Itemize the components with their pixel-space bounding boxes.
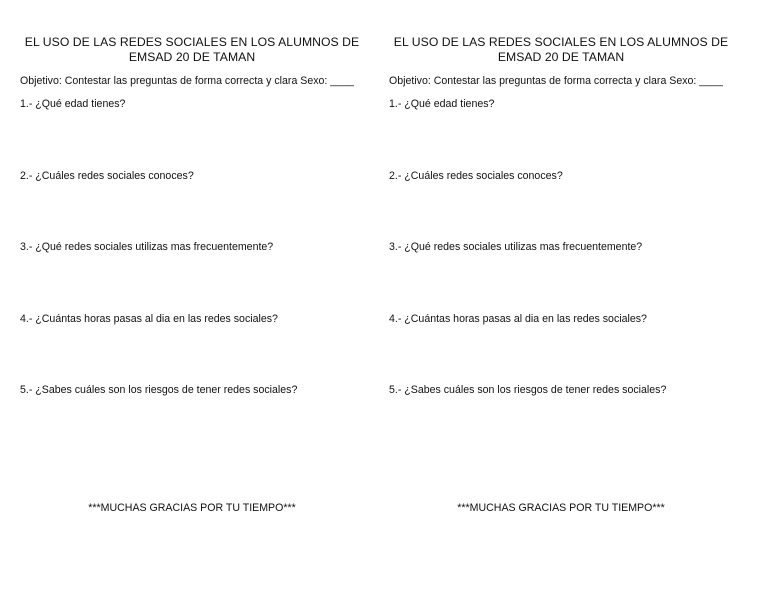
- question-4: 4.- ¿Cuántas horas pasas al dia en las redes sociales?: [20, 313, 278, 325]
- question-2: 2.- ¿Cuáles redes sociales conoces?: [20, 170, 194, 182]
- survey-objective: Objetivo: Contestar las preguntas de forma correcta y clara Sexo: ____: [389, 75, 723, 87]
- survey-copy-right: [385, 0, 745, 594]
- question-1: 1.- ¿Qué edad tienes?: [389, 98, 495, 110]
- survey-title: EL USO DE LAS REDES SOCIALES EN LOS ALUMNOS DE EMSAD 20 DE TAMAN: [393, 35, 729, 64]
- question-1: 1.- ¿Qué edad tienes?: [20, 98, 126, 110]
- thank-you-note: ***MUCHAS GRACIAS POR TU TIEMPO***: [88, 502, 296, 514]
- question-4: 4.- ¿Cuántas horas pasas al dia en las redes sociales?: [389, 313, 647, 325]
- question-5: 5.- ¿Sabes cuáles son los riesgos de tener redes sociales?: [20, 384, 298, 396]
- thank-you-note: ***MUCHAS GRACIAS POR TU TIEMPO***: [457, 502, 665, 514]
- question-5: 5.- ¿Sabes cuáles son los riesgos de tener redes sociales?: [389, 384, 667, 396]
- question-3: 3.- ¿Qué redes sociales utilizas mas frecuentemente?: [389, 241, 643, 253]
- survey-copy-left: [16, 0, 376, 594]
- survey-title: EL USO DE LAS REDES SOCIALES EN LOS ALUMNOS DE EMSAD 20 DE TAMAN: [24, 35, 360, 64]
- question-2: 2.- ¿Cuáles redes sociales conoces?: [389, 170, 563, 182]
- question-3: 3.- ¿Qué redes sociales utilizas mas frecuentemente?: [20, 241, 274, 253]
- survey-objective: Objetivo: Contestar las preguntas de forma correcta y clara Sexo: ____: [20, 75, 354, 87]
